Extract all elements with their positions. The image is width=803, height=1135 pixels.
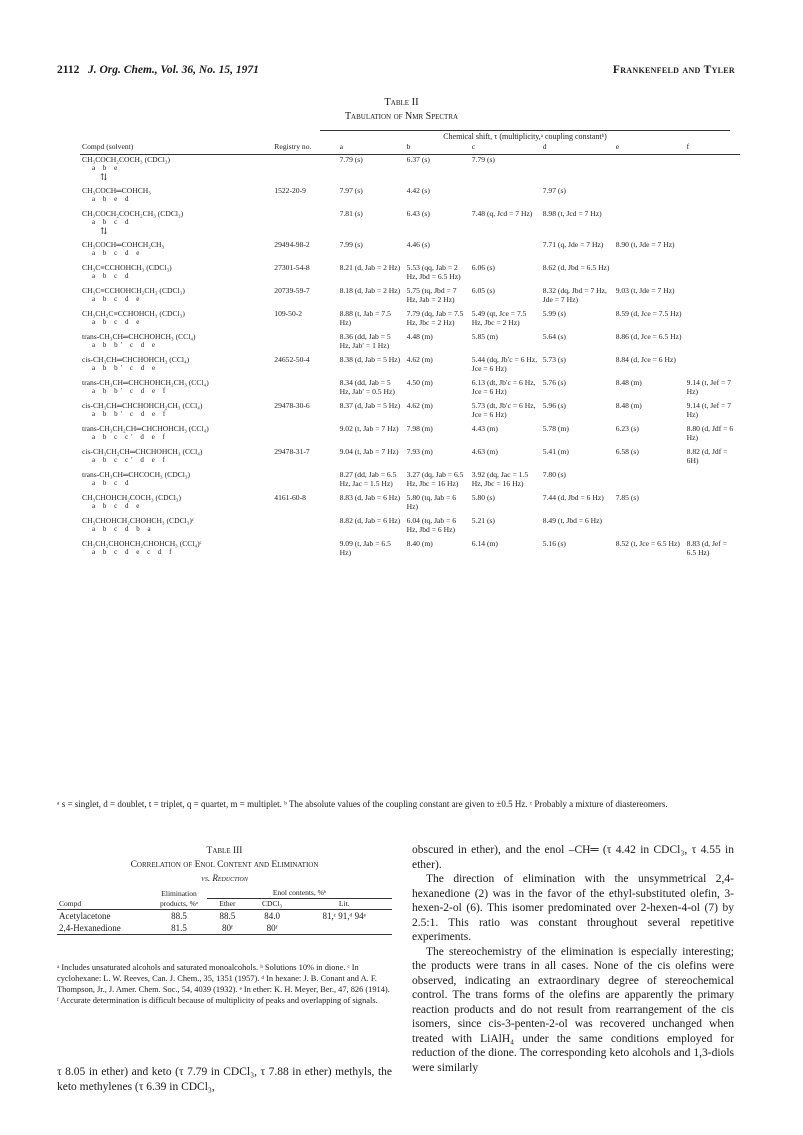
shift-cell-b: 5.80 (tq, Jab = 6 Hz) (406, 493, 457, 511)
page-header-left (57, 64, 259, 76)
page-header-authors: Frankenfeld and Tyler (612, 64, 735, 76)
shift-cell-c: 6.06 (s) (471, 263, 495, 272)
shift-cell-f (685, 186, 740, 209)
table2-col-a: a (338, 142, 405, 155)
shift-cell-e (614, 209, 685, 240)
proton-labels: a b c d b a (92, 525, 154, 533)
shift-cell-d: 8.62 (d, Jbd = 6.5 Hz) (542, 263, 610, 272)
shift-cell-b: 5.53 (qq, Jab = 2 Hz, Jbd = 6.5 Hz) (406, 263, 461, 281)
compound-formula: CH₃C≡CCHOHCH₂CH₃ (CDCl₃) (82, 286, 185, 295)
shift-cell-d: 5.64 (s) (542, 332, 566, 341)
shift-cell-c: 5.73 (dt, Jb′c = 6 Hz, Jce = 6 Hz) (471, 401, 536, 419)
compound-formula: CH₃COCH₂COCH₂CH₃ (CDCl₃) (82, 209, 184, 218)
shift-cell-e (614, 516, 685, 539)
table3-col-group: Enol contents, %ᵇ (207, 888, 392, 899)
shift-cell-f (685, 286, 740, 309)
shift-cell-c: 4.63 (m) (471, 447, 498, 456)
shift-cell-a: 8.88 (t, Jab = 7.5 Hz) (339, 309, 391, 327)
table3-cell: 2,4-Hexanedione (59, 923, 121, 933)
registry-cell (272, 539, 337, 562)
paragraph: The direction of elimination with the unsymmetrical 2,4-hexanedione (2) was in the favor of the ethyl-substituted olefin, 3-hexen-2-ol (6). This isomer predominated over 2-hexen-4-ol (7) by 2.5:1. This ratio was constant throughout several repetitive experiments. (412, 873, 734, 943)
shift-cell-f: 9.14 (t, Jef = 7 Hz) (686, 401, 732, 419)
table-row (80, 424, 740, 447)
table2-group-header: Chemical shift, τ (multiplicity,ᵃ coupling constantᵇ) (320, 130, 730, 141)
table-row (80, 286, 740, 309)
table2-compound-cell (80, 539, 272, 562)
shift-cell-a: 8.83 (d, Jab = 6 Hz) (339, 493, 401, 502)
table2-compound-cell (80, 186, 272, 209)
table2-compound-cell (80, 424, 272, 447)
shift-cell-b: 7.98 (m) (406, 424, 433, 433)
paragraph: obscured in ether), and the enol –CH═ (τ 4.42 in CDCl₃, τ 4.55 in ether). (412, 844, 734, 871)
table-row (80, 263, 740, 286)
shift-cell-b: 4.50 (m) (406, 378, 433, 387)
table3-cell: 88.5 (219, 911, 236, 921)
shift-cell-d (541, 155, 614, 187)
shift-cell-e: 8.48 (m) (615, 378, 642, 387)
proton-labels: a b c d e c d f (92, 548, 175, 556)
registry-cell: 1522-20-9 (274, 186, 306, 195)
proton-labels: a b c c′ d e f (92, 433, 168, 441)
proton-labels: a b b′ c d e f (92, 387, 169, 395)
table2-col-c: c (470, 142, 541, 155)
shift-cell-e: 8.90 (t, Jde = 7 Hz) (615, 240, 675, 249)
proton-labels: a b c c′ d e f (92, 456, 168, 464)
shift-cell-e: 8.59 (d, Jce = 7.5 Hz) (615, 309, 682, 318)
shift-cell-f (685, 516, 740, 539)
shift-cell-d: 7.80 (s) (542, 470, 566, 479)
shift-cell-d: 5.78 (m) (542, 424, 569, 433)
table2-col-d: d (541, 142, 614, 155)
table2-footnotes: ᵃ s = singlet, d = doublet, t = triplet, q = quartet, m = multiplet. ᵇ The absolute values of the coupling constant are given to ±0.5 Hz. ᶜ Probably a mixture of diastereomers. (57, 799, 668, 809)
compound-formula: trans-CH₃CH═CHCOCH₃ (CDCl₃) (82, 470, 191, 479)
shift-cell-f: 8.82 (d, Jdf = 6H) (686, 447, 728, 465)
table3-cell: 84.0 (264, 911, 280, 921)
shift-cell-d: 5.99 (s) (542, 309, 566, 318)
table2-compound-cell (80, 470, 272, 493)
table3 (57, 888, 392, 935)
shift-cell-e: 8.86 (d, Jce = 6.5 Hz) (615, 332, 682, 341)
shift-cell-c (470, 240, 541, 263)
shift-cell-d: 8.49 (t, Jbd = 6 Hz) (542, 516, 603, 525)
table2-compound-cell (80, 263, 272, 286)
table3-col-elim: Elimination products, %ᵃ (160, 889, 198, 908)
table2-compound-cell (80, 309, 272, 332)
registry-cell: 29494-98-2 (274, 240, 310, 249)
journal-citation: J. Org. Chem., Vol. 36, No. 15, 1971 (88, 64, 259, 76)
shift-cell-a: 7.81 (s) (339, 209, 363, 218)
table-row (80, 378, 740, 401)
table3-col-compd: Compd (59, 899, 82, 908)
registry-cell (272, 516, 337, 539)
proton-labels: a b c d (92, 272, 132, 280)
shift-cell-c: 5.85 (m) (471, 332, 498, 341)
shift-cell-b: 4.62 (m) (406, 401, 433, 410)
shift-cell-f (685, 155, 740, 187)
proton-labels: a b b′ c d e (92, 341, 159, 349)
compound-formula: CH₃COCH₂COCH₃ (CDCl₃) (82, 155, 171, 164)
shift-cell-a: 8.27 (dd, Jab = 6.5 Hz, Jac = 1.5 Hz) (339, 470, 397, 488)
compound-formula: CH₃CHOHCH₂CHOHCH₃ (CDCl₃)ᶜ (82, 516, 194, 525)
shift-cell-d: 7.71 (q, Jde = 7 Hz) (542, 240, 604, 249)
shift-cell-d: 5.96 (s) (542, 401, 566, 410)
registry-cell: 27301-54-8 (274, 263, 310, 272)
registry-cell (272, 332, 337, 355)
shift-cell-c: 5.49 (qt, Jce = 7.5 Hz, Jbc = 2 Hz) (471, 309, 527, 327)
table3-cell: 81.5 (171, 923, 187, 933)
table3-col-lit: Lit. (338, 899, 350, 908)
shift-cell-f: 9.14 (t, Jef = 7 Hz) (686, 378, 732, 396)
table-row (80, 186, 740, 209)
shift-cell-b: 4.48 (m) (406, 332, 433, 341)
proton-labels: a b c d e (92, 295, 143, 303)
table-row (57, 922, 392, 935)
compound-formula: trans-CH₃CH₂CH═CHCHOHCH₃ (CCl₄) (82, 424, 209, 433)
table-row (80, 516, 740, 539)
shift-cell-c: 5.44 (dq, Jb′c = 6 Hz, Jce = 6 Hz) (471, 355, 538, 373)
compound-formula: CH₃COCH═COHCH₂CH₃ (82, 240, 165, 249)
shift-cell-b: 3.27 (dq, Jab = 6.5 Hz, Jbc = 16 Hz) (406, 470, 464, 488)
page-number: 2112 (57, 64, 80, 76)
table2-col-b: b (405, 142, 470, 155)
table3-title: Table III (206, 846, 243, 856)
proton-labels: a b c d (92, 479, 132, 487)
shift-cell-a: 7.97 (s) (339, 186, 363, 195)
table-row (57, 910, 392, 923)
table2-compound-cell (80, 401, 272, 424)
shift-cell-e: 8.48 (m) (615, 401, 642, 410)
registry-cell: 29478-30-6 (274, 401, 310, 410)
shift-cell-b: 6.37 (s) (406, 155, 430, 164)
table3-cell: 80ᶠ (221, 923, 233, 933)
shift-cell-a: 9.09 (t, Jab = 6.5 Hz) (339, 539, 391, 557)
shift-cell-b: 5.75 (tq, Jbd = 7 Hz, Jab = 2 Hz) (406, 286, 457, 304)
shift-cell-d: 8.32 (dq, Jbd = 7 Hz, Jde = 7 Hz) (542, 286, 607, 304)
registry-cell (272, 378, 337, 401)
table-row (80, 309, 740, 332)
shift-cell-f (685, 263, 740, 286)
compound-formula: cis-CH₃CH═CHCHOHCH₂CH₃ (CCl₄) (82, 401, 203, 410)
shift-cell-f (685, 493, 740, 516)
compound-formula: CH₃C≡CCHOHCH₃ (CDCl₃) (82, 263, 172, 272)
compound-formula: cis-CH₃CH═CHCHOHCH₃ (CCl₄) (82, 355, 190, 364)
shift-cell-d: 5.41 (m) (542, 447, 569, 456)
table-row (80, 355, 740, 378)
compound-formula: CH₃COCH═COHCH₃ (82, 186, 151, 195)
shift-cell-c (470, 186, 541, 209)
shift-cell-d: 7.97 (s) (542, 186, 566, 195)
table2-title: Table II (384, 97, 419, 108)
registry-cell (272, 155, 337, 187)
shift-cell-f (685, 209, 740, 240)
shift-cell-a: 8.18 (d, Jab = 2 Hz) (339, 286, 401, 295)
shift-cell-e: 8.84 (d, Jce = 6 Hz) (615, 355, 676, 364)
table2-compound-cell (80, 332, 272, 355)
table3-cell: Acetylacetone (59, 911, 111, 921)
shift-cell-a: 7.99 (s) (339, 240, 363, 249)
registry-cell (272, 424, 337, 447)
proton-labels: a b c d (92, 218, 132, 226)
table-row (80, 155, 740, 187)
registry-cell: 29478-31-7 (274, 447, 310, 456)
shift-cell-d: 5.76 (s) (542, 378, 566, 387)
shift-cell-b: 6.43 (s) (406, 209, 430, 218)
table3-footnotes: ᵃ Includes unsaturated alcohols and saturated monoalcohols. ᵇ Solutions 10% in dione. ᶜ In cyclohexane: L. W. Reeves, Can. J. Chem., 35, 1351 (1957). ᵈ In hexane: J. B. Conant and A. F. Thompson, Jr., J. Amer. Chem. Soc., 54, 4039 (1932). ᵉ In ether: K. H. Meyer, Ber., 47, 826 (1914). ᶠ Accurate determination is difficult because of multiplicity of peaks and overlapping of signals. (57, 963, 390, 1005)
shift-cell-b: 8.40 (m) (406, 539, 433, 548)
shift-cell-f (685, 470, 740, 493)
table-row (80, 332, 740, 355)
shift-cell-a: 8.34 (dd, Jab = 5 Hz, Jab′ = 0.5 Hz) (339, 378, 395, 396)
paragraph: The stereochemistry of the elimination is especially interesting; the products were trans in all cases. None of the cis olefins were observed, indicating an extraordinary degree of stereochemical control. The trans forms of the olefins are apparently the primary reaction products and do not result from rearrangement of the cis isomers, since cis-3-penten-2-ol was recovered unchanged when treated with LiAlH₄ under the same conditions employed for reduction of the dione. The corresponding keto alcohols and 1,3-diols were similarly (412, 945, 734, 1074)
compound-formula: trans-CH₃CH═CHCHOHCH₂CH₃ (CCl₄) (82, 378, 209, 387)
shift-cell-a: 9.02 (t, Jab = 7 Hz) (339, 424, 399, 433)
shift-cell-e (614, 186, 685, 209)
table3-cell (296, 922, 392, 935)
table2-header-row (80, 142, 740, 155)
table2-col-registry: Registry no. (272, 142, 337, 155)
shift-cell-c: 6.05 (s) (471, 286, 495, 295)
shift-cell-d: 5.73 (s) (542, 355, 566, 364)
shift-cell-e: 6.58 (s) (615, 447, 639, 456)
shift-cell-c: 5.80 (s) (471, 493, 495, 502)
shift-cell-c: 5.21 (s) (471, 516, 495, 525)
registry-cell: 109-50-2 (274, 309, 303, 318)
shift-cell-e (614, 263, 685, 286)
table3-cell: 81,ᶜ 91,ᵈ 94ᵉ (322, 911, 366, 921)
shift-cell-b: 6.04 (tq, Jab = 6 Hz, Jbd = 6 Hz) (406, 516, 457, 534)
shift-cell-e: 9.03 (t, Jde = 7 Hz) (615, 286, 675, 295)
shift-cell-b: 4.62 (m) (406, 355, 433, 364)
compound-formula: CH₃CH₂C≡CCHOHCH₃ (CDCl₃) (82, 309, 185, 318)
table2-compound-cell (80, 155, 272, 187)
registry-cell: 24652-50-4 (274, 355, 310, 364)
shift-cell-f: 8.83 (d, Jef = 6.5 Hz) (686, 539, 728, 557)
shift-cell-b: 4.42 (s) (406, 186, 430, 195)
shift-cell-c: 3.92 (dq, Jac = 1.5 Hz, Jbc = 16 Hz) (471, 470, 529, 488)
table2-compound-cell (80, 378, 272, 401)
shift-cell-d: 8.98 (t, Jcd = 7 Hz) (542, 209, 602, 218)
shift-cell-e (614, 470, 685, 493)
table2-caption: Tabulation of Nmr Spectra (344, 111, 459, 122)
shift-cell-a: 9.04 (t, Jab = 7 Hz) (339, 447, 399, 456)
registry-cell: 4161-60-8 (274, 493, 306, 502)
shift-cell-f (685, 309, 740, 332)
shift-cell-d: 5.16 (s) (542, 539, 566, 548)
table3-cell: 88.5 (171, 911, 187, 921)
shift-cell-f: 8.80 (d, Jdf = 6 Hz) (686, 424, 734, 442)
table2-nmr (80, 142, 740, 562)
proton-labels: a b b′ c d e f (92, 410, 169, 418)
table2-compound-cell (80, 355, 272, 378)
shift-cell-f (685, 240, 740, 263)
shift-cell-e: 7.85 (s) (615, 493, 639, 502)
shift-cell-b: 7.93 (m) (406, 447, 433, 456)
table-row (80, 240, 740, 263)
table2-compound-cell (80, 209, 272, 240)
shift-cell-a: 8.82 (d, Jab = 6 Hz) (339, 516, 401, 525)
compound-formula: CH₃CH₂CHOHCH₂CHOHCH₃ (CCl₄)ᶜ (82, 539, 202, 548)
shift-cell-c: 6.14 (m) (471, 539, 498, 548)
shift-cell-a: 7.79 (s) (339, 155, 363, 164)
registry-cell (272, 209, 337, 240)
shift-cell-c: 4.43 (m) (471, 424, 498, 433)
table3-col-ether: Ether (219, 899, 236, 908)
compound-formula: CH₃CHOHCH₂COCH₃ (CDCl₃) (82, 493, 181, 502)
table3-cell: 80ᶠ (266, 923, 278, 933)
table-row (80, 539, 740, 562)
shift-cell-a: 8.37 (d, Jab = 5 Hz) (339, 401, 401, 410)
table2-compound-cell (80, 516, 272, 539)
shift-cell-d: 7.44 (d, Jbd = 6 Hz) (542, 493, 604, 502)
table3-subcaption: vs. Reduction (201, 873, 248, 883)
table3-col-cdcl3: CDCl₃ (262, 899, 283, 908)
shift-cell-e: 6.23 (s) (615, 424, 639, 433)
table2-compound-cell (80, 447, 272, 470)
table-row (80, 493, 740, 516)
table2-compound-cell (80, 286, 272, 309)
equilibrium-arrow: ⇅ (100, 172, 108, 182)
registry-cell (272, 470, 337, 493)
equilibrium-arrow: ⇅ (100, 226, 108, 236)
proton-labels: a b c d e (92, 249, 143, 257)
shift-cell-f (685, 332, 740, 355)
shift-cell-b: 7.79 (dq, Jab = 7.5 Hz, Jbc = 2 Hz) (406, 309, 464, 327)
shift-cell-a: 8.38 (d, Jab = 5 Hz) (339, 355, 401, 364)
shift-cell-f (685, 355, 740, 378)
proton-labels: a b e (92, 164, 121, 172)
table3-caption: Correlation of Enol Content and Elimination (130, 860, 319, 870)
shift-cell-e (614, 155, 685, 187)
table-row (80, 401, 740, 424)
shift-cell-c: 7.48 (q, Jcd = 7 Hz) (471, 209, 533, 218)
body-text-left: τ 8.05 in ether) and keto (τ 7.79 in CDCl₃, τ 7.88 in ether) methyls, the keto methylenes (τ 6.39 in CDCl₃, (57, 1066, 392, 1093)
table2-compound-cell (80, 493, 272, 516)
shift-cell-c: 7.79 (s) (471, 155, 495, 164)
table2-col-e: e (614, 142, 685, 155)
table-row (80, 470, 740, 493)
shift-cell-c: 6.13 (dt, Jb′c = 6 Hz, Jce = 6 Hz) (471, 378, 536, 396)
proton-labels: a b c d e (92, 318, 143, 326)
table-row (80, 447, 740, 470)
compound-formula: cis-CH₃CH₂CH═CHCHOHCH₃ (CCl₄) (82, 447, 203, 456)
shift-cell-e: 8.52 (t, Jce = 6.5 Hz) (615, 539, 680, 548)
shift-cell-a: 8.36 (dd, Jab = 5 Hz, Jab′ = 1 Hz) (339, 332, 391, 350)
proton-labels: a b c d e (92, 502, 143, 510)
proton-labels: a b e d (92, 195, 132, 203)
table-row (80, 209, 740, 240)
table2-col-compd: Compd (solvent) (80, 142, 272, 155)
proton-labels: a b b′ c d e (92, 364, 159, 372)
table2-col-f: f (685, 142, 740, 155)
shift-cell-a: 8.21 (d, Jab = 2 Hz) (339, 263, 401, 272)
registry-cell: 20739-59-7 (274, 286, 310, 295)
shift-cell-b: 4.46 (s) (406, 240, 430, 249)
compound-formula: trans-CH₃CH═CHCHOHCH₃ (CCl₄) (82, 332, 196, 341)
table2-compound-cell (80, 240, 272, 263)
body-text-right (412, 843, 734, 1075)
